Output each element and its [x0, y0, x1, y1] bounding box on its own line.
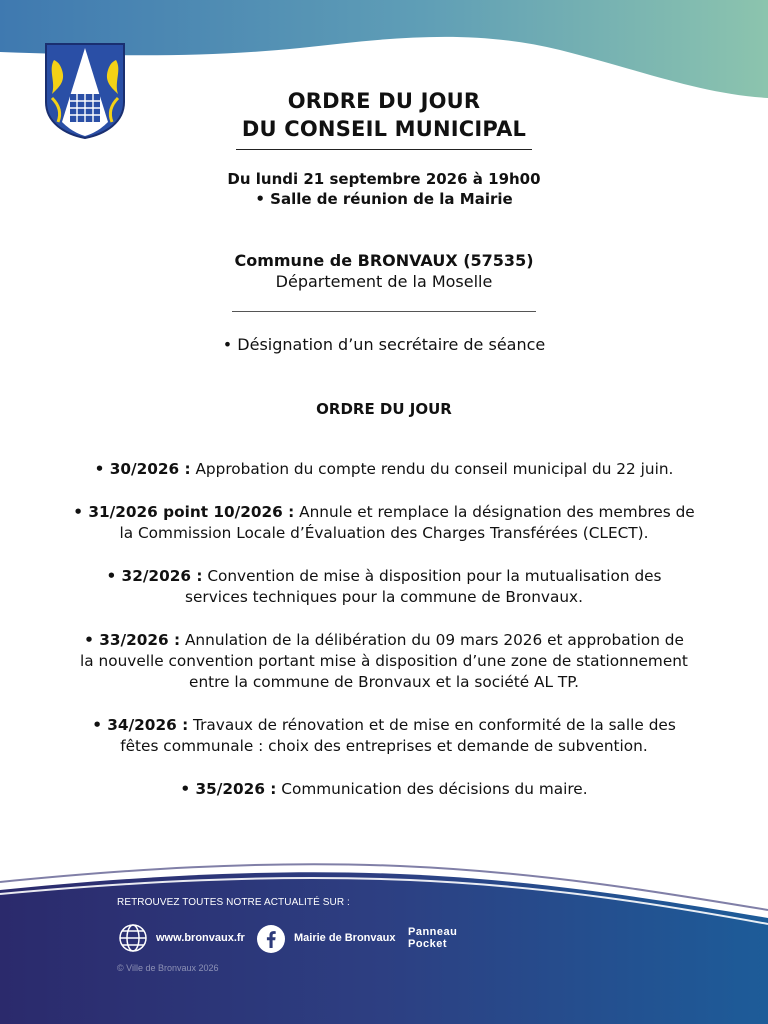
title-line-1: ORDRE DU JOUR [287, 89, 481, 113]
agenda-item-text: Annulation de la délibération du 09 mars 2026 et approbation de la nouvelle convention portant mise à disposition d’une zone de stationnement entre la commune de Bronvaux et la société AL TP. [80, 631, 688, 691]
agenda-item-text: Travaux de rénovation et de mise en conformité de la salle des fêtes communale : choix des entreprises et demande de subvention. [120, 716, 676, 755]
globe-icon [117, 922, 149, 954]
agenda-item [40, 779, 728, 800]
agenda-item [40, 502, 728, 544]
meeting-date: Du lundi 21 septembre 2026 à 19h00 [227, 170, 541, 188]
designation-item: • Désignation d’un secrétaire de séance [222, 335, 546, 354]
agenda-item [40, 630, 728, 693]
agenda-item-text: Convention de mise à disposition pour la mutualisation des services techniques pour la commune de Bronvaux. [185, 567, 662, 606]
follow-label: RETROUVEZ TOUTES NOTRE ACTUALITÉ SUR : [117, 897, 350, 908]
departement-name: Département de la Moselle [275, 272, 493, 291]
commune-block [0, 250, 768, 292]
meeting-info [0, 169, 768, 209]
agenda-item-number: • 32/2026 : [106, 567, 203, 585]
panneau-pocket-logo[interactable] [408, 926, 457, 950]
agenda-item-text: Communication des décisions du maire. [276, 780, 588, 798]
agenda-item-number: • 31/2026 point 10/2026 : [73, 503, 295, 521]
pocket-line-1: Panneau [408, 926, 458, 938]
section-divider [232, 311, 536, 312]
facebook-icon [256, 924, 286, 954]
copyright: © Ville de Bronvaux 2026 [117, 963, 219, 973]
agenda-item [40, 566, 728, 608]
agenda-item-number: • 30/2026 : [94, 460, 191, 478]
agenda-item [40, 715, 728, 757]
commune-name: Commune de BRONVAUX (57535) [234, 251, 534, 270]
agenda-list [40, 459, 728, 822]
meeting-place: • Salle de réunion de la Mairie [255, 190, 513, 208]
agenda-item-number: • 33/2026 : [84, 631, 181, 649]
agenda-item-number: • 35/2026 : [180, 780, 277, 798]
agenda-item-number: • 34/2026 : [92, 716, 189, 734]
agenda-heading: ORDRE DU JOUR [316, 400, 452, 418]
page-title [0, 87, 768, 143]
agenda-item-text: Annule et remplace la désignation des membres de la Commission Locale d’Évaluation des Charges Transférées (CLECT). [119, 503, 695, 542]
facebook-link[interactable]: Mairie de Bronvaux [294, 932, 396, 944]
title-line-2: DU CONSEIL MUNICIPAL [241, 117, 527, 141]
agenda-item [40, 459, 728, 480]
pocket-line-2: Pocket [408, 938, 448, 950]
website-link[interactable]: www.bronvaux.fr [156, 932, 245, 944]
title-divider [236, 149, 532, 150]
agenda-item-text: Approbation du compte rendu du conseil municipal du 22 juin. [190, 460, 674, 478]
